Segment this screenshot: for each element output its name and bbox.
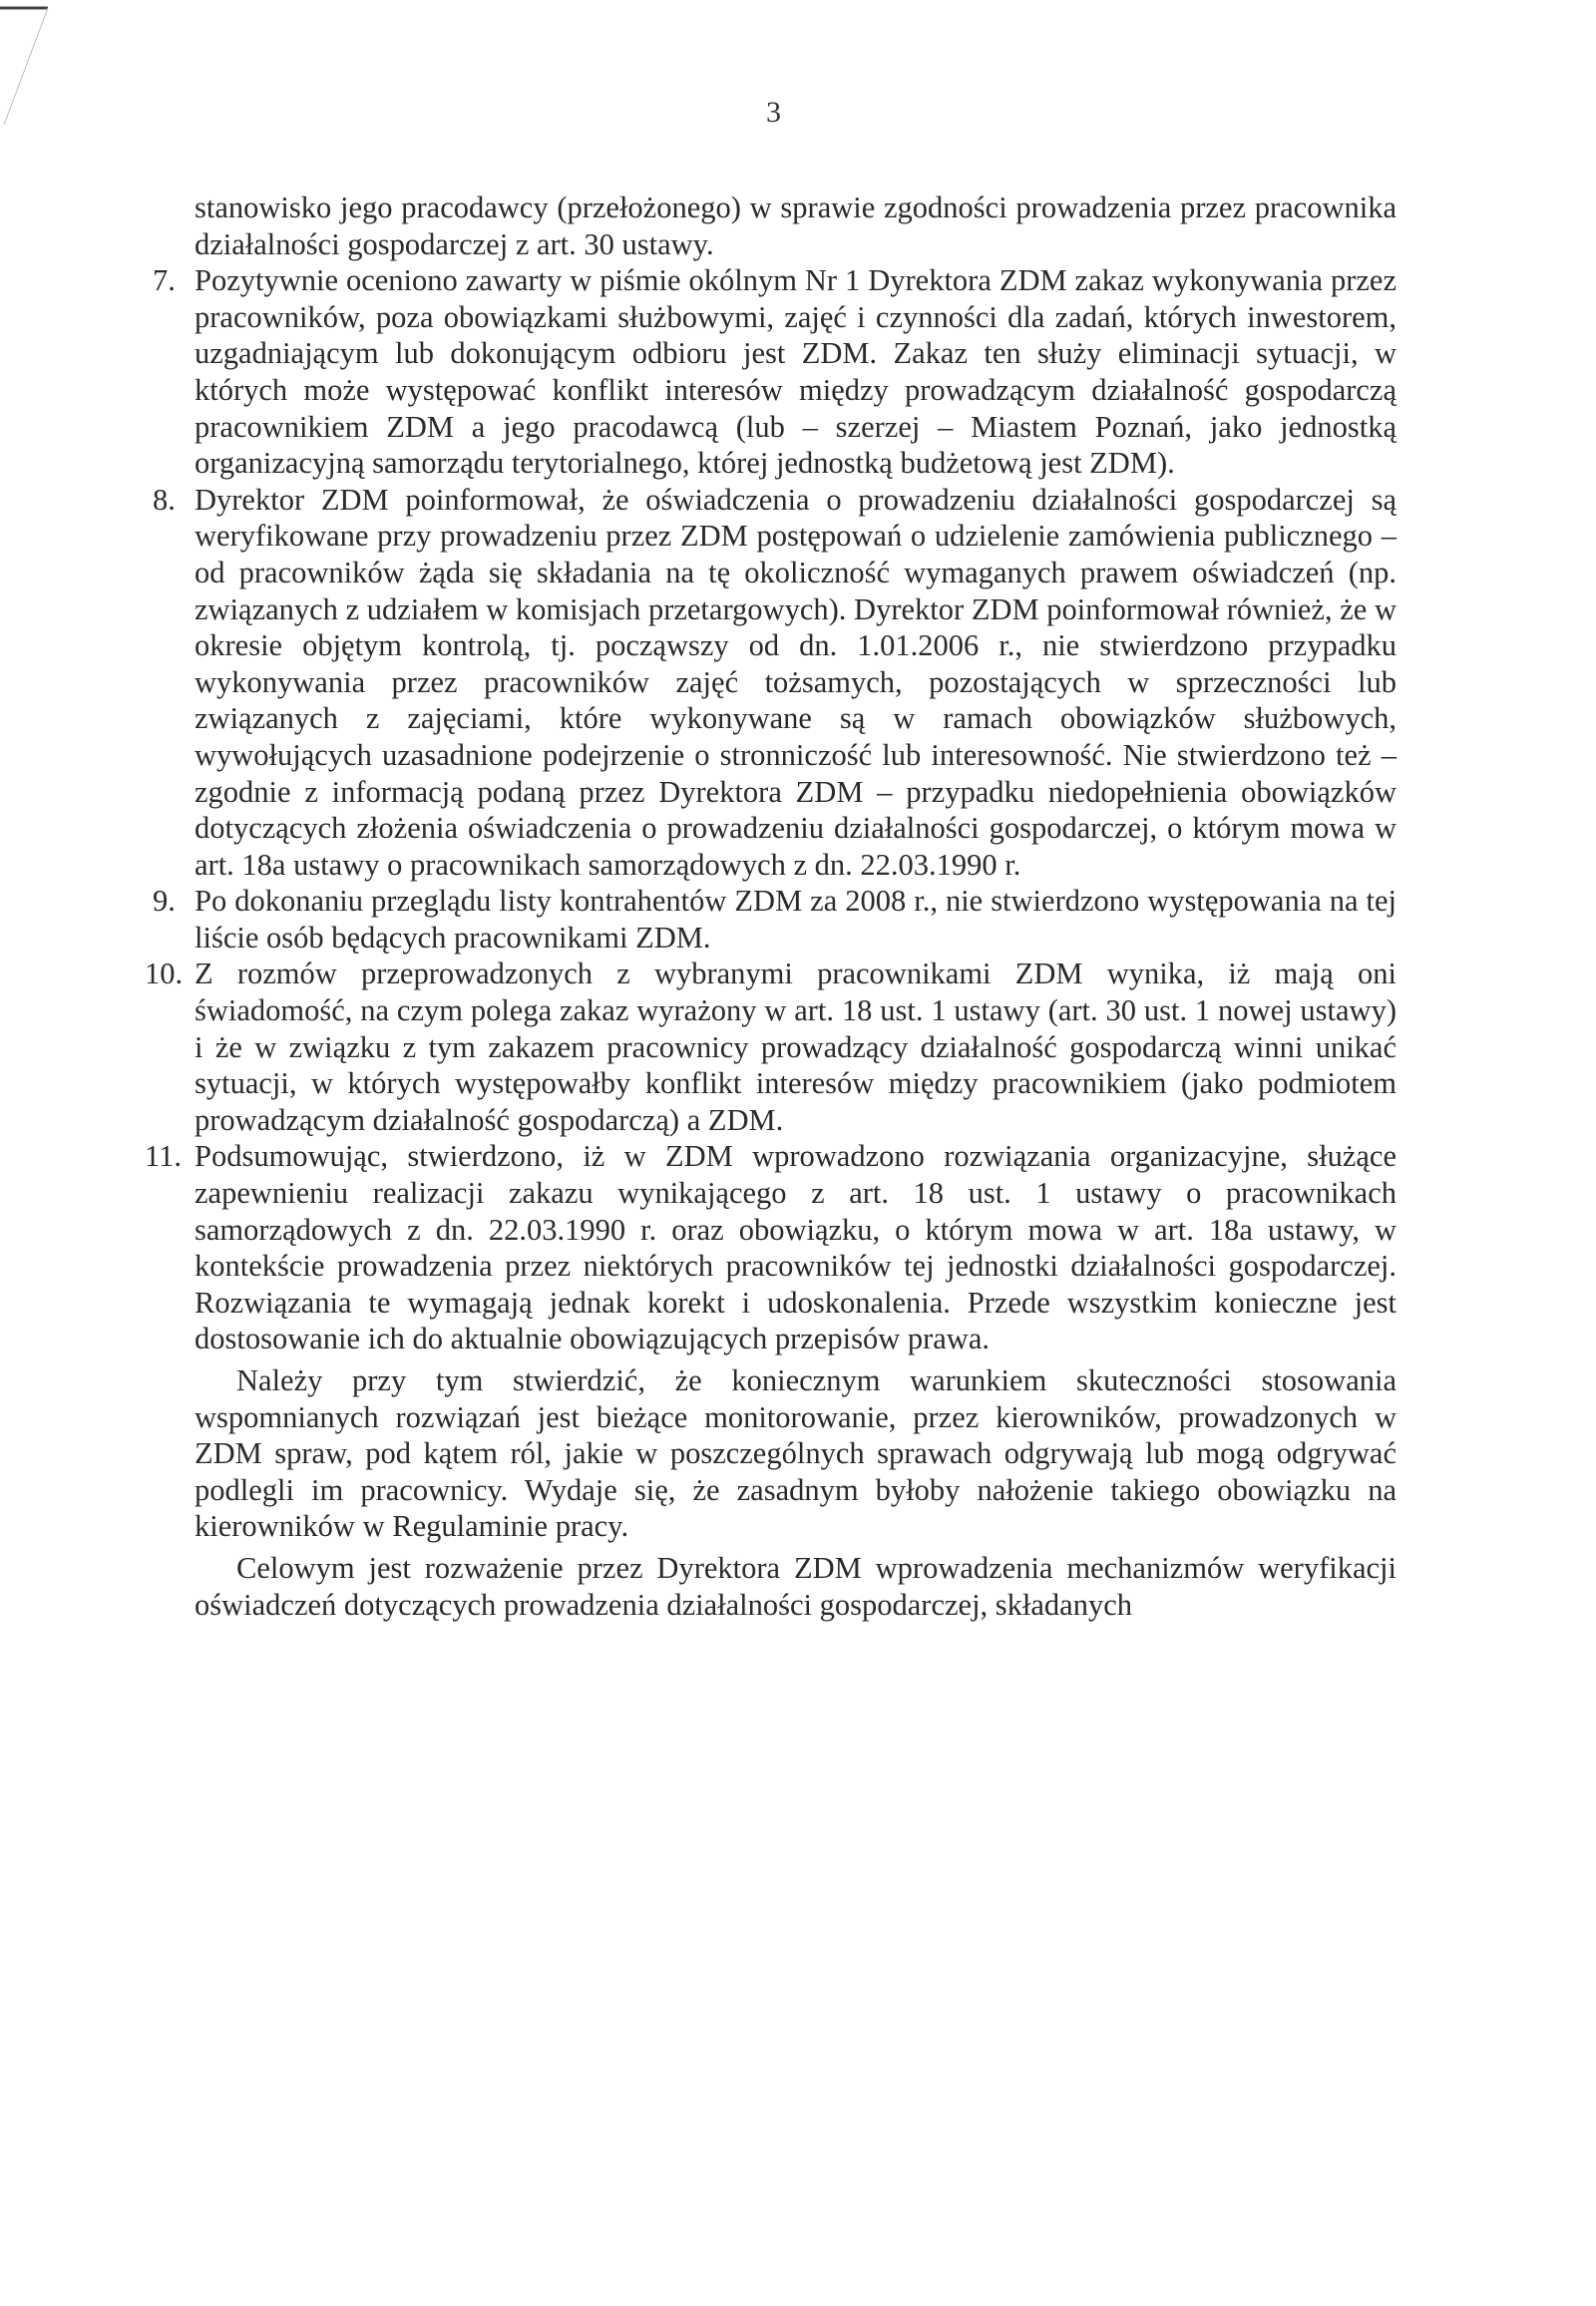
list-item-number: 7.	[153, 263, 176, 298]
list-item-11	[145, 1138, 1396, 1357]
list-item-text: Po dokonaniu przeglądu listy kontrahentów ZDM za 2008 r., nie stwierdzono występowania na tej liście osób będących pracownikami ZDM.	[195, 884, 1396, 955]
page-number: 3	[766, 96, 781, 129]
document-body	[145, 190, 1396, 1623]
list-item-10	[145, 956, 1396, 1138]
list-item-text: Podsumowując, stwierdzono, iż w ZDM wprowadzono rozwiązania organizacyjne, służące zapewnieniu realizacji zakazu wynikającego z art. 18 ust. 1 ustawy o pracownikach samorządowych z dn. 22.03.1990 r. oraz obowiązku, o którym mowa w art. 18a ustawy, w kontekście prowadzenia przez niektórych pracowników tej jednostki działalności gospodarczej. Rozwiązania te wymagają jednak korekt i udoskonalenia. Przede wszystkim konieczne jest dostosowanie ich do aktualnie obowiązujących przepisów prawa.	[195, 1139, 1396, 1356]
continuation-paragraph: stanowisko jego pracodawcy (przełożonego) w sprawie zgodności prowadzenia przez pracownika działalności gospodarczej z art. 30 ustawy.	[195, 191, 1396, 261]
list-item-number: 8.	[153, 482, 176, 517]
body-paragraph: Celowym jest rozważenie przez Dyrektora ZDM wprowadzenia mechanizmów weryfikacji oświadczeń dotyczących prowadzenia działalności gospodarczej, składanych	[195, 1550, 1396, 1622]
list-item-text: Pozytywnie oceniono zawarty w piśmie okólnym Nr 1 Dyrektora ZDM zakaz wykonywania przez pracowników, poza obowiązkami służbowymi, zajęć i czynności dla zadań, których inwestorem, uzgadniającym lub dokonującym odbioru jest ZDM. Zakaz ten służy eliminacji sytuacji, w których może występować konflikt interesów między prowadzącym działalność gospodarczą pracownikiem ZDM a jego pracodawcą (lub – szerzej – Miastem Poznań, jako jednostką organizacyjną samorządu terytorialnego, której jednostką budżetową jest ZDM).	[195, 263, 1396, 481]
list-item-7	[153, 262, 1396, 482]
scan-corner-mark	[0, 0, 60, 140]
list-item-number: 10.	[145, 957, 184, 991]
list-item-text: Z rozmów przeprowadzonych z wybranymi pracownikami ZDM wynika, iż mają oni świadomość, na czym polega zakaz wyrażony w art. 18 ust. 1 ustawy (art. 30 ust. 1 nowej ustawy) i że w związku z tym zakazem pracownicy prowadzący działalność gospodarczą winni unikać sytuacji, w których występowałby konflikt interesów między pracownikiem (jako podmiotem prowadzącym działalność gospodarczą) a ZDM.	[195, 957, 1396, 1137]
list-item-text: Dyrektor ZDM poinformował, że oświadczenia o prowadzeniu działalności gospodarczej są weryfikowane przy prowadzeniu przez ZDM postępowań o udzielenie zamówienia publicznego – od pracowników żąda się składania na tę okoliczność wymaganych prawem oświadczeń (np. związanych z udziałem w komisjach przetargowych). Dyrektor ZDM poinformował również, że w okresie objętym kontrolą, tj. począwszy od dn. 1.01.2006 r., nie stwierdzono przypadku wykonywania przez pracowników zajęć tożsamych, pozostających w sprzeczności lub związanych z zajęciami, które wykonywane są w ramach obowiązków służbowych, wywołujących uzasadnione podejrzenie o stronniczość lub interesowność. Nie stwierdzono też – zgodnie z informacją podaną przez Dyrektora ZDM – przypadku niedopełnienia obowiązków dotyczących złożenia oświadczenia o prowadzeniu działalności gospodarczej, o którym mowa w art. 18a ustawy o pracownikach samorządowych z dn. 22.03.1990 r.	[195, 482, 1396, 882]
body-paragraph: Należy przy tym stwierdzić, że koniecznym warunkiem skuteczności stosowania wspomnianych rozwiązań jest bieżące monitorowanie, przez kierowników, prowadzonych w ZDM spraw, pod kątem ról, jakie w poszczególnych sprawach odgrywają lub mogą odgrywać podlegli im pracownicy. Wydaje się, że zasadnym byłoby nałożenie takiego obowiązku na kierowników w Regulaminie pracy.	[195, 1363, 1396, 1544]
list-item-8	[153, 482, 1396, 884]
list-item-number: 11.	[145, 1139, 182, 1174]
list-item-9	[153, 883, 1396, 956]
list-item-number: 9.	[153, 884, 176, 919]
